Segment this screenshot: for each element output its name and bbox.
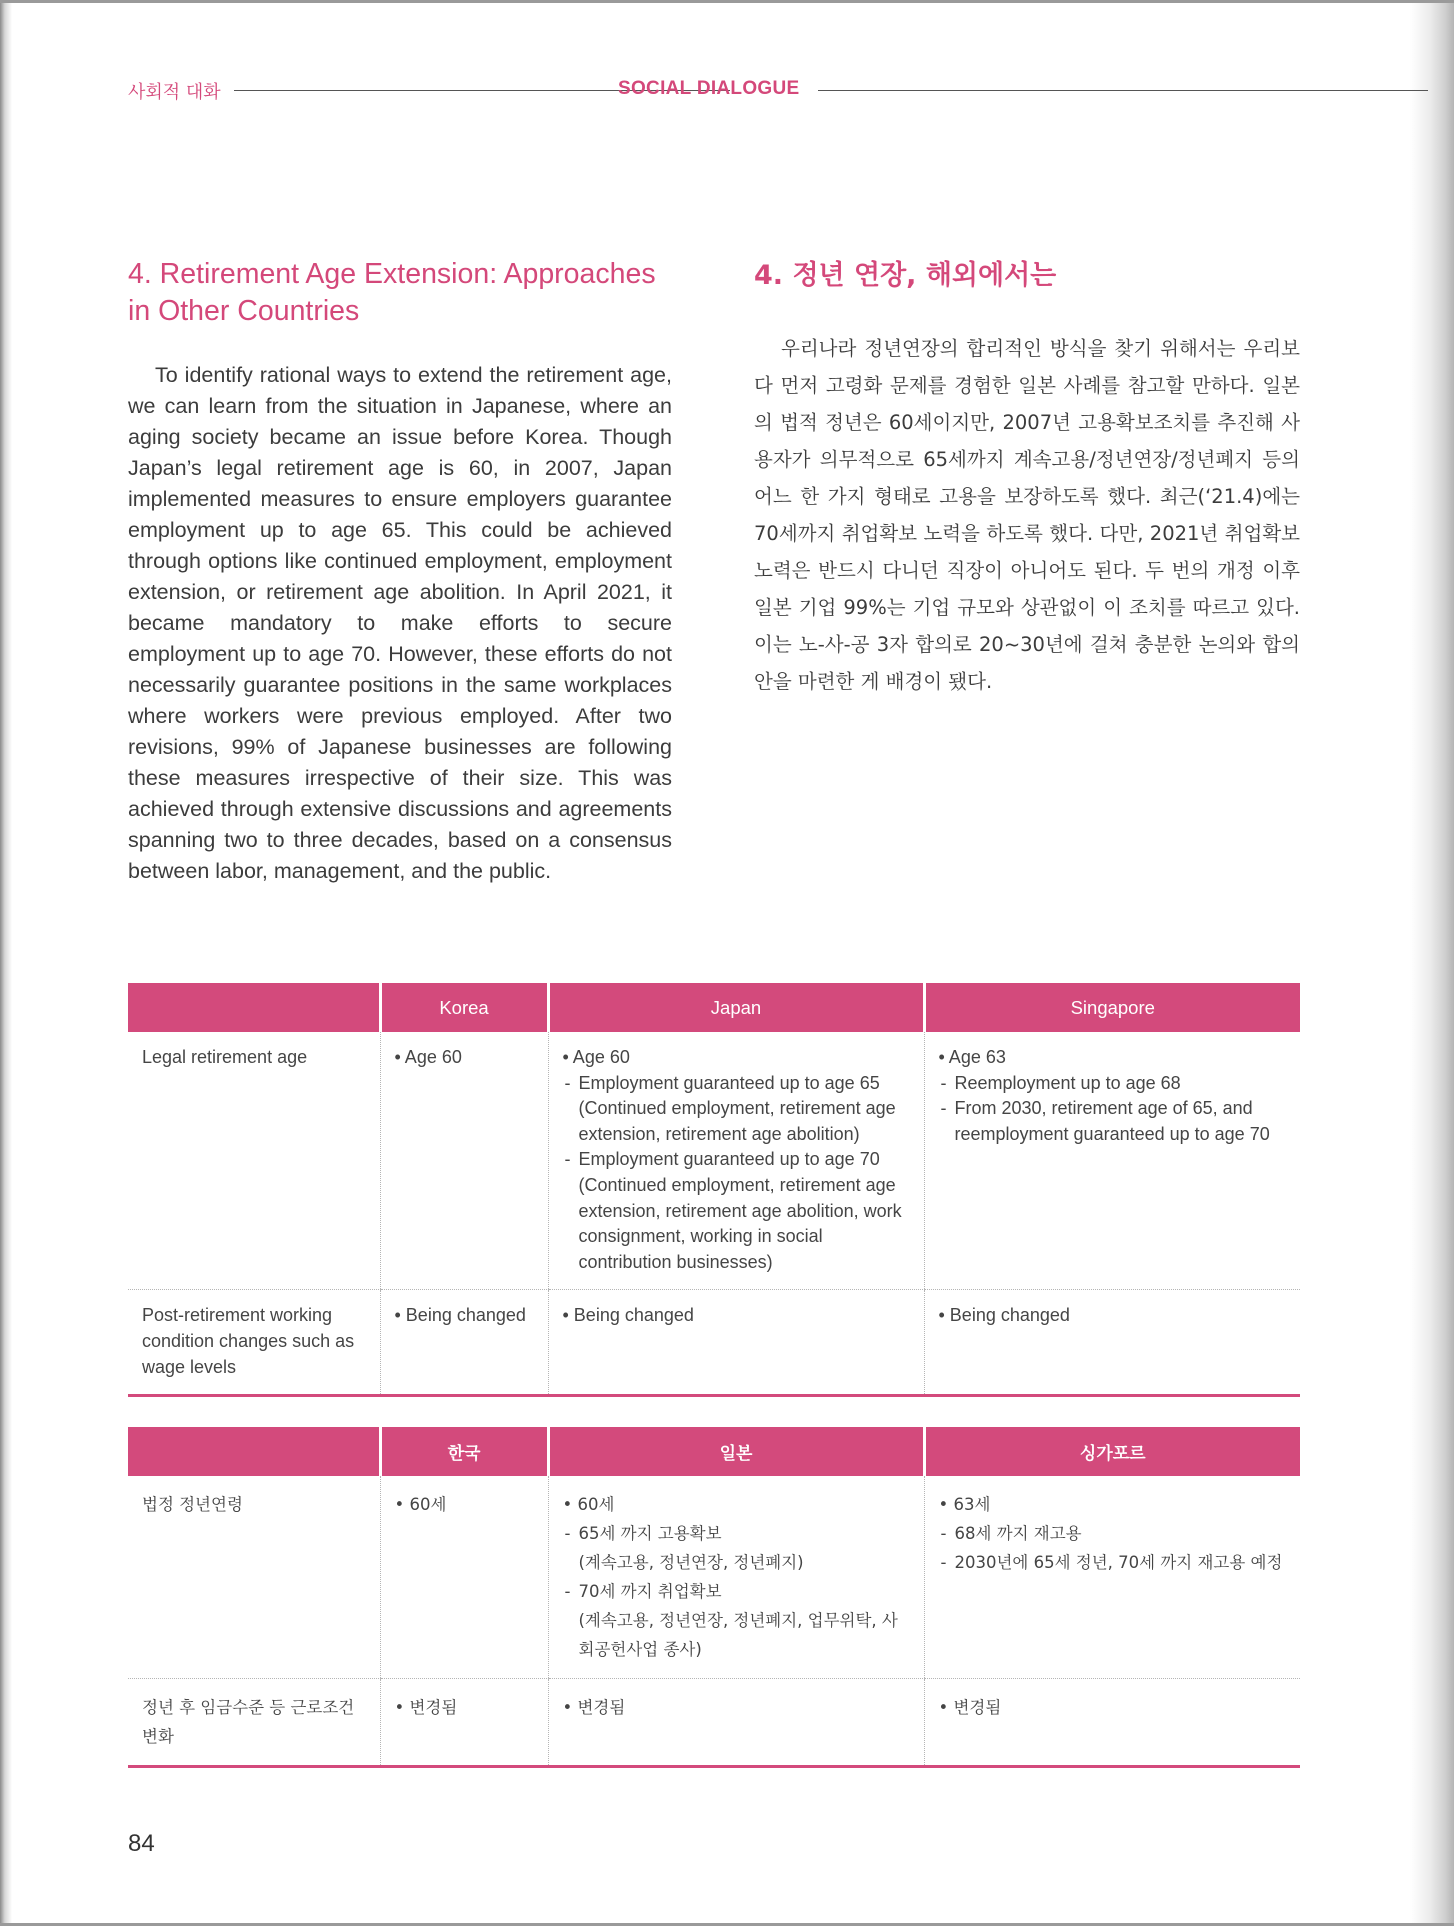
cell-singapore-conditions: • 변경됨 — [924, 1679, 1300, 1767]
cell-korea-conditions: • Being changed — [380, 1290, 548, 1396]
running-header — [128, 78, 1428, 102]
singapore-sub-item — [939, 1548, 1289, 1577]
row-label-legal-age: 법정 정년연령 — [128, 1476, 380, 1679]
singapore-sub-text: 2030년에 65세 정년, 70세 까지 재고용 예정 — [954, 1553, 1283, 1572]
japan-sub-item — [563, 1519, 912, 1548]
singapore-age-item: • Age 63 — [938, 1047, 1006, 1067]
row-label-working-conditions: Post-retirement working condition changes such as wage levels — [128, 1290, 380, 1396]
row-label-legal-age: Legal retirement age — [128, 1032, 380, 1290]
japan-sub-note: (Continued employment, retirement age extension, retirement age abolition, work consignment, working in social contribution businesses) — [578, 1174, 902, 1272]
singapore-sub-item — [939, 1071, 1289, 1097]
singapore-sub-item — [939, 1519, 1289, 1548]
korean-paragraph: 우리나라 정년연장의 합리적인 방식을 찾기 위해서는 우리보다 먼저 고령화 문제를 경험한 일본 사례를 참고할 만하다. 일본의 법적 정년은 60세이지만, 2007년 고용확보조치를 추진해 사용자가 의무적으로 65세까지 계속고용/정년연장/정년폐지 등의 어느 한 가지 형태로 고용을 보장하도록 했다. 최근(‘21.4)에는 70세까지 취업확보 노력을 하도록 했다. 다만, 2021년 취업확보 노력은 반드시 다니던 직장이 아니어도 된다. 두 번의 개정 이후 일본 기업 99%는 기업 규모와 상관없이 이 조치를 따르고 있다. 이는 노-사-공 3자 합의로 20~30년에 걸쳐 충분한 논의와 합의안을 마련한 게 배경이 됐다. — [754, 337, 1300, 693]
english-heading: 4. Retirement Age Extension: Approaches in Other Countries — [128, 258, 656, 327]
header-singapore: Singapore — [924, 983, 1300, 1032]
table-row — [128, 1290, 1300, 1396]
japan-sub-text: Employment guaranteed up to age 70 — [578, 1149, 880, 1170]
dash-marker: - — [564, 1072, 571, 1093]
cell-singapore-legal-age — [924, 1032, 1300, 1290]
header-japan: 일본 — [548, 1427, 924, 1476]
section-label-korean: 사회적 대화 — [128, 82, 221, 103]
english-column — [128, 256, 672, 887]
row-label-working-conditions: 정년 후 임금수준 등 근로조건 변화 — [128, 1679, 380, 1767]
singapore-sub-text: 68세 까지 재고용 — [954, 1524, 1082, 1543]
cell-singapore-conditions: • Being changed — [924, 1290, 1300, 1396]
table-row — [128, 1032, 1300, 1290]
japan-sub-text: 65세 까지 고용확보 — [578, 1524, 722, 1543]
header-japan: Japan — [548, 983, 924, 1032]
dash-marker: - — [564, 1149, 571, 1170]
english-paragraph: To identify rational ways to extend the retirement age, we can learn from the situation in Japanese, where an aging society became an issue before Korea. Though Japan’s legal retirement age is 60, in 2007, Japan implemented measures to ensure employers guarantee employment up to age 65. This could be achieved through options like continued employment, employment extension, or retirement age abolition. In April 2021, it became mandatory to make efforts to secure employment up to age 70. However, these efforts do not necessarily guarantee positions in the same workplaces where workers were previous employed. After two revisions, 99% of Japanese businesses are following these measures irrespective of their size. This was achieved through extensive discussions and agreements spanning two to three decades, based on a consensus between labor, management, and the public. — [128, 363, 672, 883]
japan-age-item: • 60세 — [562, 1495, 615, 1514]
page-curl-shadow — [1410, 0, 1454, 1926]
cell-japan-conditions: • Being changed — [548, 1290, 924, 1396]
header-korea: Korea — [380, 983, 548, 1032]
dash-marker: - — [940, 1524, 947, 1543]
cell-japan-legal-age — [548, 1476, 924, 1679]
table-header-row — [128, 983, 1300, 1032]
japan-sub-note: (Continued employment, retirement age extension, retirement age abolition) — [578, 1098, 896, 1144]
page-number: 84 — [128, 1830, 155, 1857]
table-row — [128, 1679, 1300, 1767]
cell-korea-legal-age: • Age 60 — [380, 1032, 548, 1290]
japan-sub-item — [563, 1147, 912, 1173]
table-header-row — [128, 1427, 1300, 1476]
dash-marker: - — [940, 1553, 947, 1572]
header-blank — [128, 1427, 380, 1476]
singapore-sub-item — [939, 1096, 1289, 1147]
header-korea: 한국 — [380, 1427, 548, 1476]
cell-japan-legal-age — [548, 1032, 924, 1290]
comparison-table-korean — [128, 1427, 1300, 1768]
dash-marker: - — [564, 1582, 571, 1601]
table-row — [128, 1476, 1300, 1679]
japan-sub-text: 70세 까지 취업확보 — [578, 1582, 722, 1601]
singapore-sub-text: From 2030, retirement age of 65, and reemployment guaranteed up to age 70 — [954, 1098, 1270, 1144]
dash-marker: - — [564, 1524, 571, 1543]
dash-marker: - — [940, 1098, 947, 1119]
header-rule-right — [818, 90, 1428, 91]
comparison-table-english — [128, 983, 1300, 1397]
cell-korea-legal-age: • 60세 — [380, 1476, 548, 1679]
japan-sub-text: Employment guaranteed up to age 65 — [578, 1072, 880, 1093]
cell-korea-conditions: • 변경됨 — [380, 1679, 548, 1767]
header-blank — [128, 983, 380, 1032]
header-singapore: 싱가포르 — [924, 1427, 1300, 1476]
korean-column — [754, 256, 1300, 700]
section-label-english: SOCIAL DIALOGUE — [618, 78, 800, 99]
dash-marker: - — [940, 1072, 947, 1093]
korean-heading: 4. 정년 연장, 해외에서는 — [754, 260, 1057, 291]
page-binding-shadow — [0, 0, 12, 1926]
singapore-sub-text: Reemployment up to age 68 — [954, 1072, 1181, 1093]
singapore-age-item: • 63세 — [938, 1495, 991, 1514]
japan-sub-item — [563, 1577, 912, 1606]
japan-sub-note: (계속고용, 정년연장, 정년폐지, 업무위탁, 사회공헌사업 종사) — [578, 1611, 898, 1659]
page-edge-top — [0, 0, 1454, 3]
cell-japan-conditions: • 변경됨 — [548, 1679, 924, 1767]
japan-age-item: • Age 60 — [562, 1047, 630, 1067]
cell-singapore-legal-age — [924, 1476, 1300, 1679]
japan-sub-note: (계속고용, 정년연장, 정년폐지) — [578, 1553, 804, 1572]
japan-sub-item — [563, 1071, 912, 1097]
